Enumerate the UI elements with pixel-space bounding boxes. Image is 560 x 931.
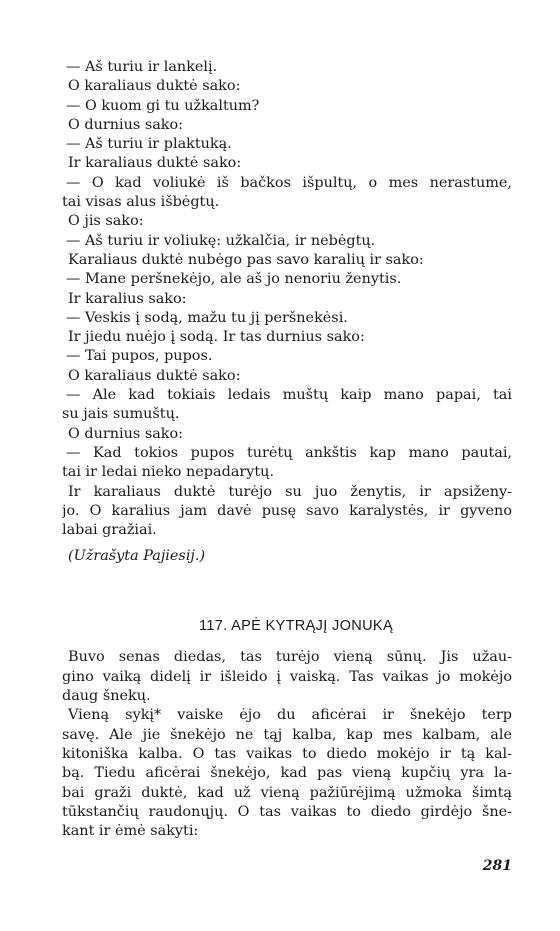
dialogue-section xyxy=(62,58,512,540)
text-line: — Veskis į sodą, mažu tu jį peršnekėsi. xyxy=(66,309,348,326)
text-line: O karaliaus duktė sako: xyxy=(68,367,241,384)
text-line: kant ir ėmė sakyti: xyxy=(62,823,199,840)
text-line: O jis sako: xyxy=(68,213,144,230)
story-section xyxy=(62,648,512,841)
text-line: — Aš turiu ir plaktuką. xyxy=(66,136,232,153)
text-line: — Aš turiu ir voliukę: užkalčia, ir nebėgtų. xyxy=(66,232,376,249)
text-line: — O kad voliukė iš bačkos išpultų, o mes nerastume, xyxy=(66,174,512,191)
text-line: — Ale kad tokiais ledais muštų kaip mano papai, tai xyxy=(66,387,512,404)
text-line: O karaliaus duktė sako: xyxy=(68,78,241,95)
text-line: bą. Tiedu aficėrai šnekėjo, kad pas vieną kupčių yra la- xyxy=(62,765,512,782)
source-note: (Užrašyta Pajiesij.) xyxy=(68,548,206,565)
text-line: Karaliaus duktė nubėgo pas savo karalių ir sako: xyxy=(68,251,424,268)
text-line: Ir karaliaus duktė sako: xyxy=(68,155,242,172)
page-number: 281 xyxy=(482,858,512,874)
text-line: O durnius sako: xyxy=(68,116,184,133)
text-line: daug šnekų. xyxy=(62,688,151,705)
text-line: tūkstančių raudonųjų. O tas vaikas to diedo girdėjo šne- xyxy=(62,803,512,820)
tale-heading: 117. APĖ KYTRĄJĮ JONUKĄ xyxy=(199,618,393,635)
text-line: Buvo senas diedas, tas turėjo vieną sūnų. Jis užau- xyxy=(68,649,512,666)
text-line: Ir jiedu nuėjo į sodą. Ir tas durnius sako: xyxy=(68,329,365,346)
text-line: labai gražiai. xyxy=(62,522,157,539)
text-line: gino vaiką didelį ir išleido į vaiską. Tas vaikas jo mokėjo xyxy=(62,668,512,685)
text-line: — Kad tokios pupos turėtų ankštis kap mano pautai, xyxy=(66,444,512,461)
text-line: — Mane peršnekėjo, ale aš jo nenoriu ženytis. xyxy=(66,271,402,288)
text-line: O durnius sako: xyxy=(68,425,184,442)
text-line: Vieną sykį* vaiske ėjo du aficėrai ir šnekėjo terp xyxy=(68,707,512,724)
text-line: Ir karaliaus duktė turėjo su juo ženytis, ir apsiženy- xyxy=(68,483,512,500)
book-page xyxy=(62,58,512,918)
text-line: bai graži duktė, kad už vieną pažiūrėjimą užmoka šimtą xyxy=(62,784,512,801)
text-line: Ir karalius sako: xyxy=(68,290,187,307)
text-line: su jais sumuštų. xyxy=(62,406,180,423)
text-line: tai ir ledai nieko nepadarytų. xyxy=(62,464,275,481)
text-line: — Aš turiu ir lankelį. xyxy=(66,59,218,75)
text-line: kitoniška kalba. O tas vaikas to diedo mokėjo ir tą kal- xyxy=(62,745,512,762)
text-line: tai visas alus išbėgtų. xyxy=(62,194,220,211)
text-line: savę. Ale jie šnekėjo ne tąj kalba, kap mes kalbam, ale xyxy=(62,726,512,743)
text-line: jo. O karalius jam davė pusę savo karalystės, ir gyveno xyxy=(62,502,512,519)
text-line: — Tai pupos, pupos. xyxy=(66,348,213,365)
text-line: — O kuom gi tu užkaltum? xyxy=(66,97,260,114)
